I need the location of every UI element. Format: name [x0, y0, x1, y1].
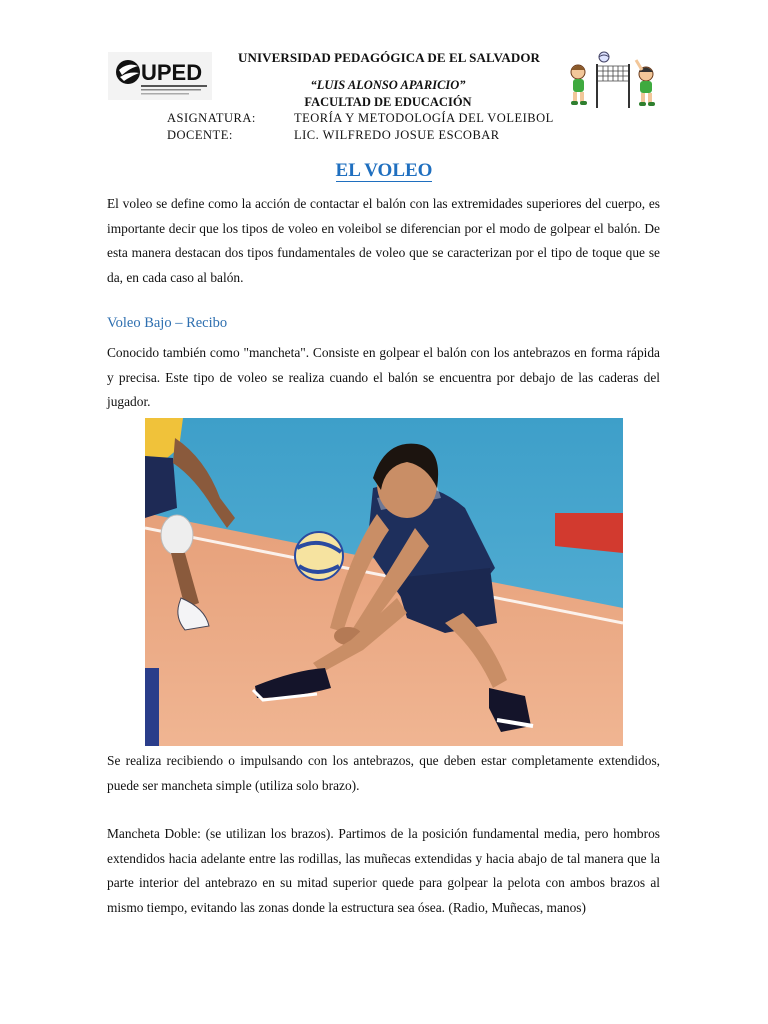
subject-label: ASIGNATURA:	[167, 111, 256, 125]
svg-text:UPED: UPED	[141, 60, 203, 85]
university-name: UNIVERSIDAD PEDAGÓGICA DE EL SALVADOR	[237, 50, 541, 65]
section-heading: Voleo Bajo – Recibo	[107, 315, 228, 331]
teacher-label: DOCENTE:	[167, 128, 233, 142]
subject-value: TEORÍA Y METODOLOGÍA DEL VOLEIBOL	[294, 111, 554, 125]
volleyball-player-photo	[145, 418, 623, 746]
intro-paragraph: El voleo se define como la acción de contactar el balón con las extremidades superiores del cuerpo, es importante decir que los tipos de voleo en voleibol se diferencian por el modo de golpear el balón. De esta manera destacan dos tipos fundamentales de voleo que se caracterizan por el tipo de toque que se da, en cada caso al balón.	[107, 196, 660, 285]
after-photo-paragraph: Se realiza recibiendo o impulsando con los antebrazos, que deben estar completamente extendidos, puede ser mancheta simple (utiliza solo brazo).	[107, 753, 660, 793]
section-description: Conocido también como "mancheta". Consiste en golpear el balón con los antebrazos en forma rápida y precisa. Este tipo de voleo se realiza cuando el balón se encuentra por debajo de las caderas del jugador.	[107, 345, 660, 409]
teacher-value: LIC. WILFREDO JOSUE ESCOBAR	[294, 128, 500, 142]
volleyball-mascot-icon	[566, 50, 660, 110]
double-mancheta-paragraph: Mancheta Doble: (se utilizan los brazos). Partimos de la posición fundamental media, pero hombros extendidos hacia adelante entre las rodillas, las muñecas extendidas y hacia abajo de tal manera que la parte interior del antebrazo en su mitad superior quede para golpear la pelota con ambos brazos al mismo tiempo, evitando las zonas donde la estructura sea ósea. (Radio, Muñecas, manos)	[107, 826, 660, 915]
faculty-name: FACULTAD DE EDUCACIÓN	[304, 95, 472, 109]
document-title: EL VOLEO	[335, 160, 433, 181]
institution-name: “LUIS ALONSO APARICIO”	[310, 78, 466, 92]
